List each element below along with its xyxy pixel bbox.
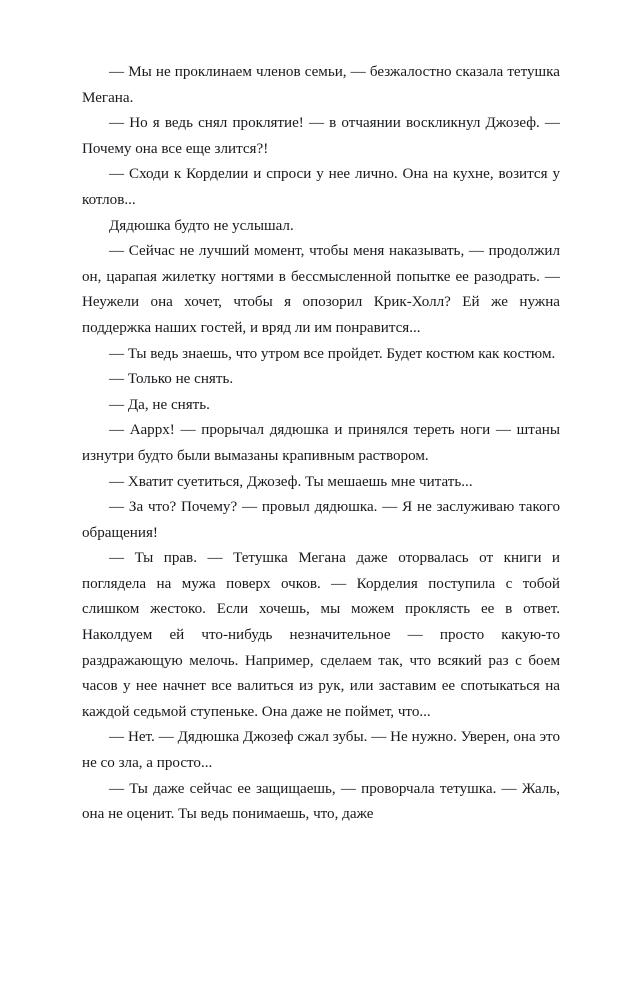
page-body-text [82,60,560,828]
paragraph: — За что? Почему? — провыл дядюшка. — Я не заслуживаю такого обращения! [82,499,560,541]
paragraph: — Хватит суетиться, Джозеф. Ты мешаешь мне читать... [109,473,473,490]
paragraph: — Но я ведь снял проклятие! — в отчаянии воскликнул Джозеф. — Почему она все еще злится?! [82,115,560,157]
paragraph: — Мы не проклинаем членов семьи, — безжалостно сказала тетушка Мегана. [82,64,560,106]
paragraph: — Только не снять. [109,371,234,388]
paragraph: — Сходи к Корделии и спроси у нее лично. Она на кухне, возится у котлов... [82,166,560,208]
paragraph: — Ты прав. — Тетушка Мегана даже оторвалась от книги и поглядела на мужа поверх очков. — Корделия поступила с тобой слишком жестоко. Если хочешь, мы можем проклясть ее в ответ. Наколдуем ей что-нибудь незначительное — просто какую-то раздражающую мелочь. Например, сделаем так, что всякий раз с боем часов у нее начнет все валиться из рук, или заставим ее спотыкаться на каждой седьмой ступеньке. Она даже не поймет, что... [82,550,560,720]
paragraph: Дядюшка будто не услышал. [109,217,294,234]
paragraph: — Да, не снять. [109,396,210,413]
paragraph: — Сейчас не лучший момент, чтобы меня наказывать, — продолжил он, царапая жилетку ногтями в бессмысленной попытке ее разодрать. — Неужели она хочет, чтобы я опозорил Крик-Холл? Ей же нужна поддержка наших гостей, и вряд ли им понравится... [82,243,560,336]
paragraph: — Ты даже сейчас ее защищаешь, — проворчала тетушка. — Жаль, она не оценит. Ты ведь понимаешь, что, даже [82,780,560,823]
paragraph: — Нет. — Дядюшка Джозеф сжал зубы. — Не нужно. Уверен, она это не со зла, а просто... [82,729,560,772]
paragraph: — Ааррх! — прорычал дядюшка и принялся тереть ноги — штаны изнутри будто были вымазаны крапивным раствором. [82,422,560,464]
paragraph: — Ты ведь знаешь, что утром все пройдет. Будет костюм как костюм. [109,345,556,362]
